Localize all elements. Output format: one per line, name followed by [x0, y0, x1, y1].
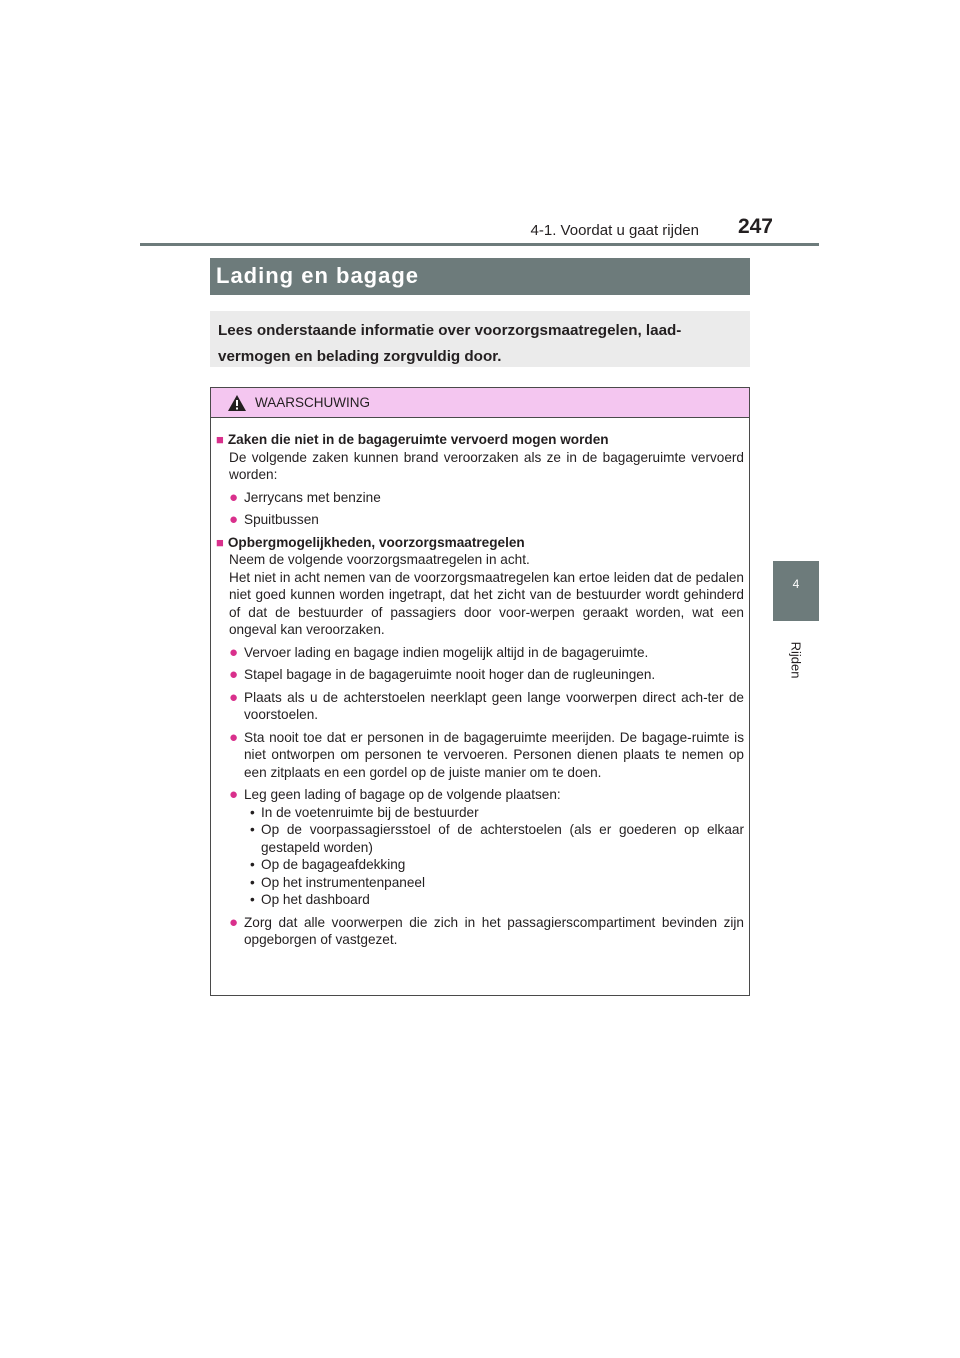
section-heading-text: Opbergmogelijkheden, voorzorgsmaatregelen [227, 534, 525, 550]
section-heading: ■ Opbergmogelijkheden, voorzorgsmaatregelen [216, 534, 525, 550]
section-heading-text: Zaken die niet in de bagageruimte vervoerd mogen worden [227, 432, 609, 447]
sub-list-item: • Op het dashboard [250, 892, 370, 907]
warning-triangle-icon [227, 394, 247, 412]
sub-list-item-text: Op de bagageafdekking [261, 857, 406, 872]
list-item: ● Jerrycans met benzine [229, 488, 381, 506]
chapter-tab: 4 [773, 561, 819, 621]
list-item: ● Spuitbussen [229, 511, 319, 528]
sub-list-item-text: Op de voorpassagiersstoel of de achterstoelen (als er goederen op elkaar gestapeld worden) [261, 822, 744, 855]
warning-header [211, 388, 749, 418]
list-item: ● Zorg dat alle voorwerpen die zich in het passagierscompartiment bevinden zijn opgeborgen of vastgezet. [229, 913, 744, 947]
list-item-text: Stapel bagage in de bagageruimte nooit hoger dan de rugleuningen. [244, 667, 656, 682]
sub-list-item-text: Op het instrumentenpaneel [261, 874, 425, 890]
sub-list-item-text: In de voetenruimte bij de bestuurder [261, 804, 479, 820]
list-item: ● Sta nooit toe dat er personen in de bagageruimte meerijden. De bagage-ruimte is niet ontworpen om personen te vervoeren. Personen dienen plaats te nemen op een zitplaats en een gordel op de juiste manier om te doen. [229, 728, 744, 780]
sub-list-item: • Op het instrumentenpaneel [250, 874, 425, 890]
list-item: ● Leg geen lading of bagage op de volgende plaatsen: [229, 786, 561, 803]
sub-list-item: • Op de voorpassagiersstoel of de achterstoelen (als er goederen op elkaar gestapeld worden) [250, 822, 744, 855]
warning-label: WAARSCHUWING [255, 395, 370, 410]
list-item-text: Leg geen lading of bagage op de volgende plaatsen: [244, 787, 561, 802]
section-title: 4-1. Voordat u gaat rijden [530, 222, 699, 239]
page-header [140, 212, 819, 246]
list-item: ● Stapel bagage in de bagageruimte nooit hoger dan de rugleuningen. [229, 666, 656, 683]
page-number: 247 [737, 215, 773, 238]
list-item: ● Plaats als u de achterstoelen neerklapt geen lange voorwerpen direct ach-ter de voorstoelen. [229, 688, 744, 722]
list-item-text: Sta nooit toe dat er personen in de bagageruimte meerijden. De bagage-ruimte is niet ontworpen om personen te vervoeren. Personen dienen plaats te nemen op een zitplaats en een gordel op de juiste manier om te doen. [244, 729, 744, 780]
paragraph: De volgende zaken kunnen brand veroorzaken als ze in de bagageruimte vervoerd worden: [229, 449, 744, 482]
chapter-tab-label [774, 640, 818, 680]
list-item-text: Jerrycans met benzine [244, 489, 381, 505]
sub-list-item-text: Op het dashboard [261, 892, 370, 907]
section-heading: ■ Zaken die niet in de bagageruimte vervoerd mogen worden [216, 432, 609, 447]
title-bar [210, 258, 750, 295]
list-item-text: Plaats als u de achterstoelen neerklapt geen lange voorwerpen direct ach-ter de voorstoelen. [244, 689, 744, 722]
list-item-text: Spuitbussen [244, 512, 319, 527]
list-item-text: Zorg dat alle voorwerpen die zich in het passagierscompartiment bevinden zijn opgeborgen of vastgezet. [244, 914, 744, 947]
warning-body [216, 426, 744, 949]
intro-text: Lees onderstaande informatie over voorzorgsmaatregelen, laad-vermogen en belading zorgvuldig door. [218, 322, 682, 365]
sub-list-item: • Op de bagageafdekking [250, 857, 406, 872]
paragraph: Neem de volgende voorzorgsmaatregelen in acht. [229, 552, 530, 567]
warning-box [210, 387, 750, 996]
header-rule [140, 243, 819, 246]
paragraph: Het niet in acht nemen van de voorzorgsmaatregelen kan ertoe leiden dat de pedalen niet goed kunnen worden ingetrapt, dat het zicht van de bestuurder wordt gehinderd of dat de bestuurder of passagiers door voor-werpen geraakt worden, wat een ongeval kan veroorzaken. [229, 569, 744, 637]
intro-box [210, 311, 750, 367]
list-item: ● Vervoer lading en bagage indien mogelijk altijd in de bagageruimte. [229, 643, 649, 661]
list-item-text: Vervoer lading en bagage indien mogelijk altijd in de bagageruimte. [244, 644, 649, 660]
page-title: Lading en bagage [216, 263, 420, 288]
sub-list-item: • In de voetenruimte bij de bestuurder [250, 804, 479, 820]
chapter-label-text: Rijden [788, 641, 804, 679]
